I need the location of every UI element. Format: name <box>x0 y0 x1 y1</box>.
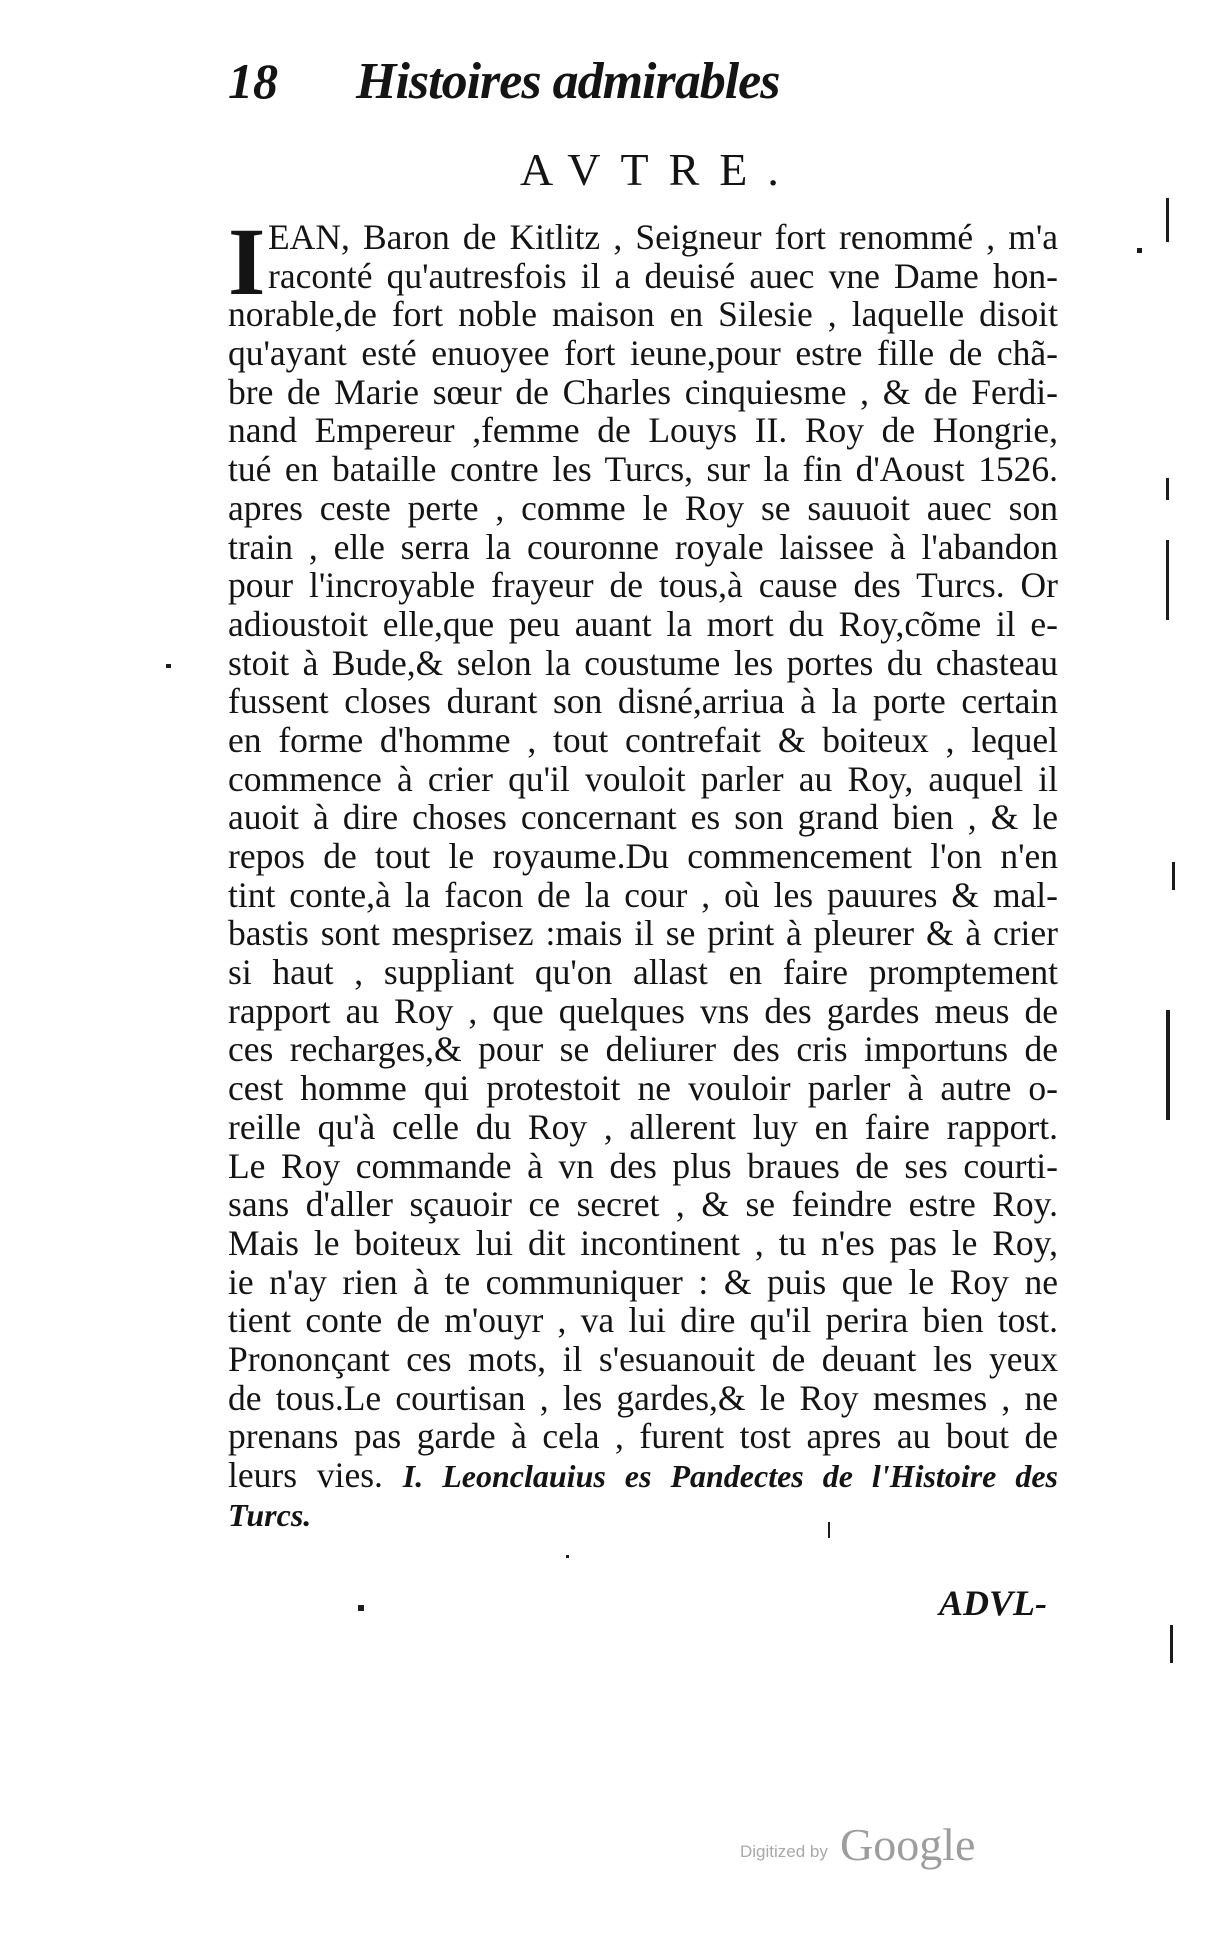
text-line: ces recharges,& pour se deliurer des cris importuns de <box>228 1029 1058 1070</box>
page-header <box>228 52 848 122</box>
scan-speck <box>358 1605 364 1611</box>
text-line: tient conte de m'ouyr , va lui dire qu'il perira bien tost. <box>228 1300 1058 1341</box>
body-text <box>228 208 1058 1533</box>
text-line: qu'ayant esté enuoyee fort ieune,pour estre fille de chã- <box>228 333 1058 374</box>
watermark-prefix: Digitized by <box>740 1842 828 1861</box>
section-title: AVTRE. <box>520 144 799 195</box>
text-line: bastis sont mesprisez :mais il se print à pleurer & à crier <box>228 913 1058 954</box>
scan-speck <box>166 664 171 668</box>
citation-end: Turcs. <box>228 1496 312 1533</box>
watermark-brand: Google <box>840 1819 976 1870</box>
text-line: tué en bataille contre les Turcs, sur la fin d'Aoust 1526. <box>228 449 1058 490</box>
text-line: auoit à dire choses concernant es son grand bien , & le <box>228 797 1058 838</box>
scan-speck <box>1166 1010 1170 1120</box>
text-line: tint conte,à la facon de la cour , où les pauures & mal- <box>228 874 1058 915</box>
text-line: apres ceste perte , comme le Roy se sauuoit auec son <box>228 487 1058 528</box>
text-line: sans d'aller sçauoir ce secret , & se feindre estre Roy. <box>228 1184 1058 1225</box>
text-line: nand Empereur ,femme de Louys II. Roy de Hongrie, <box>228 410 1058 451</box>
scan-speck <box>1170 1625 1173 1663</box>
text-line: train , elle serra la couronne royale laissee à l'abandon <box>228 526 1058 567</box>
text-line: en forme d'homme , tout contrefait & boiteux , lequel <box>228 719 1058 760</box>
text-line-with-citation <box>228 1456 1058 1495</box>
text-line: fussent closes durant son disné,arriua à la porte certain <box>228 681 1058 722</box>
text-line: commence à crier qu'il vouloit parler au Roy, auquel il <box>228 758 1058 799</box>
text-line: rapport au Roy , que quelques vns des gardes meus de <box>228 990 1058 1031</box>
text-line: de tous.Le courtisan , les gardes,& le Roy mesmes , ne <box>228 1377 1058 1418</box>
text-line: repos de tout le royaume.Du commencement l'on n'en <box>228 836 1058 876</box>
text-line: ie n'ay rien à te communiquer : & puis que le Roy ne <box>228 1261 1058 1302</box>
text-line: prenans pas garde à cela , furent tost apres au bout de <box>228 1416 1058 1457</box>
text-line: adioustoit elle,que peu auant la mort du Roy,cõme il e- <box>228 603 1058 644</box>
page-number: 18 <box>228 53 278 109</box>
citation: I. Leonclauius es Pandectes de l'Histoire des <box>402 1458 1058 1494</box>
text-line: reille qu'à celle du Roy , allerent luy en faire rapport. <box>228 1106 1058 1147</box>
scan-speck <box>1166 198 1169 242</box>
scan-speck <box>1172 862 1175 890</box>
text-line: bre de Marie sœur de Charles cinquiesme , & de Ferdi- <box>228 371 1058 412</box>
digitized-watermark <box>740 1818 1000 1878</box>
catchword: ADVL- <box>939 1583 1047 1623</box>
text-line: Mais le boiteux lui dit incontinent , tu n'es pas le Roy, <box>228 1222 1058 1263</box>
running-title: Histoires admirables <box>356 53 780 110</box>
text-line-final <box>228 1495 1058 1534</box>
drop-cap: I <box>228 208 266 315</box>
text-line: EAN, Baron de Kitlitz , Seigneur fort renommé , m'a <box>268 217 1058 257</box>
scan-speck <box>1166 478 1169 500</box>
scan-speck <box>1166 540 1169 620</box>
text-line: Le Roy commande à vn des plus braues de ses courti- <box>228 1145 1058 1186</box>
text-line: pour l'incroyable frayeur de tous,à cause des Turcs. Or <box>228 565 1058 606</box>
text-line: Prononçant ces mots, il s'esuanouit de deuant les yeux <box>228 1338 1058 1379</box>
scan-speck <box>1137 248 1142 253</box>
scan-speck <box>566 1555 569 1558</box>
text-line: stoit à Bude,& selon la coustume les portes du chasteau <box>228 642 1058 683</box>
text-line: cest homme qui protestoit ne vouloir parler à autre o- <box>228 1068 1058 1109</box>
text-line: norable,de fort noble maison en Silesie , laquelle disoit <box>228 294 1058 335</box>
text-fragment: leurs vies. <box>228 1455 403 1495</box>
scan-speck <box>828 1522 830 1538</box>
text-line: raconté qu'autresfois il a deuisé auec vne Dame hon- <box>268 255 1058 296</box>
text-line: si haut , suppliant qu'on allast en faire promptement <box>228 952 1058 993</box>
